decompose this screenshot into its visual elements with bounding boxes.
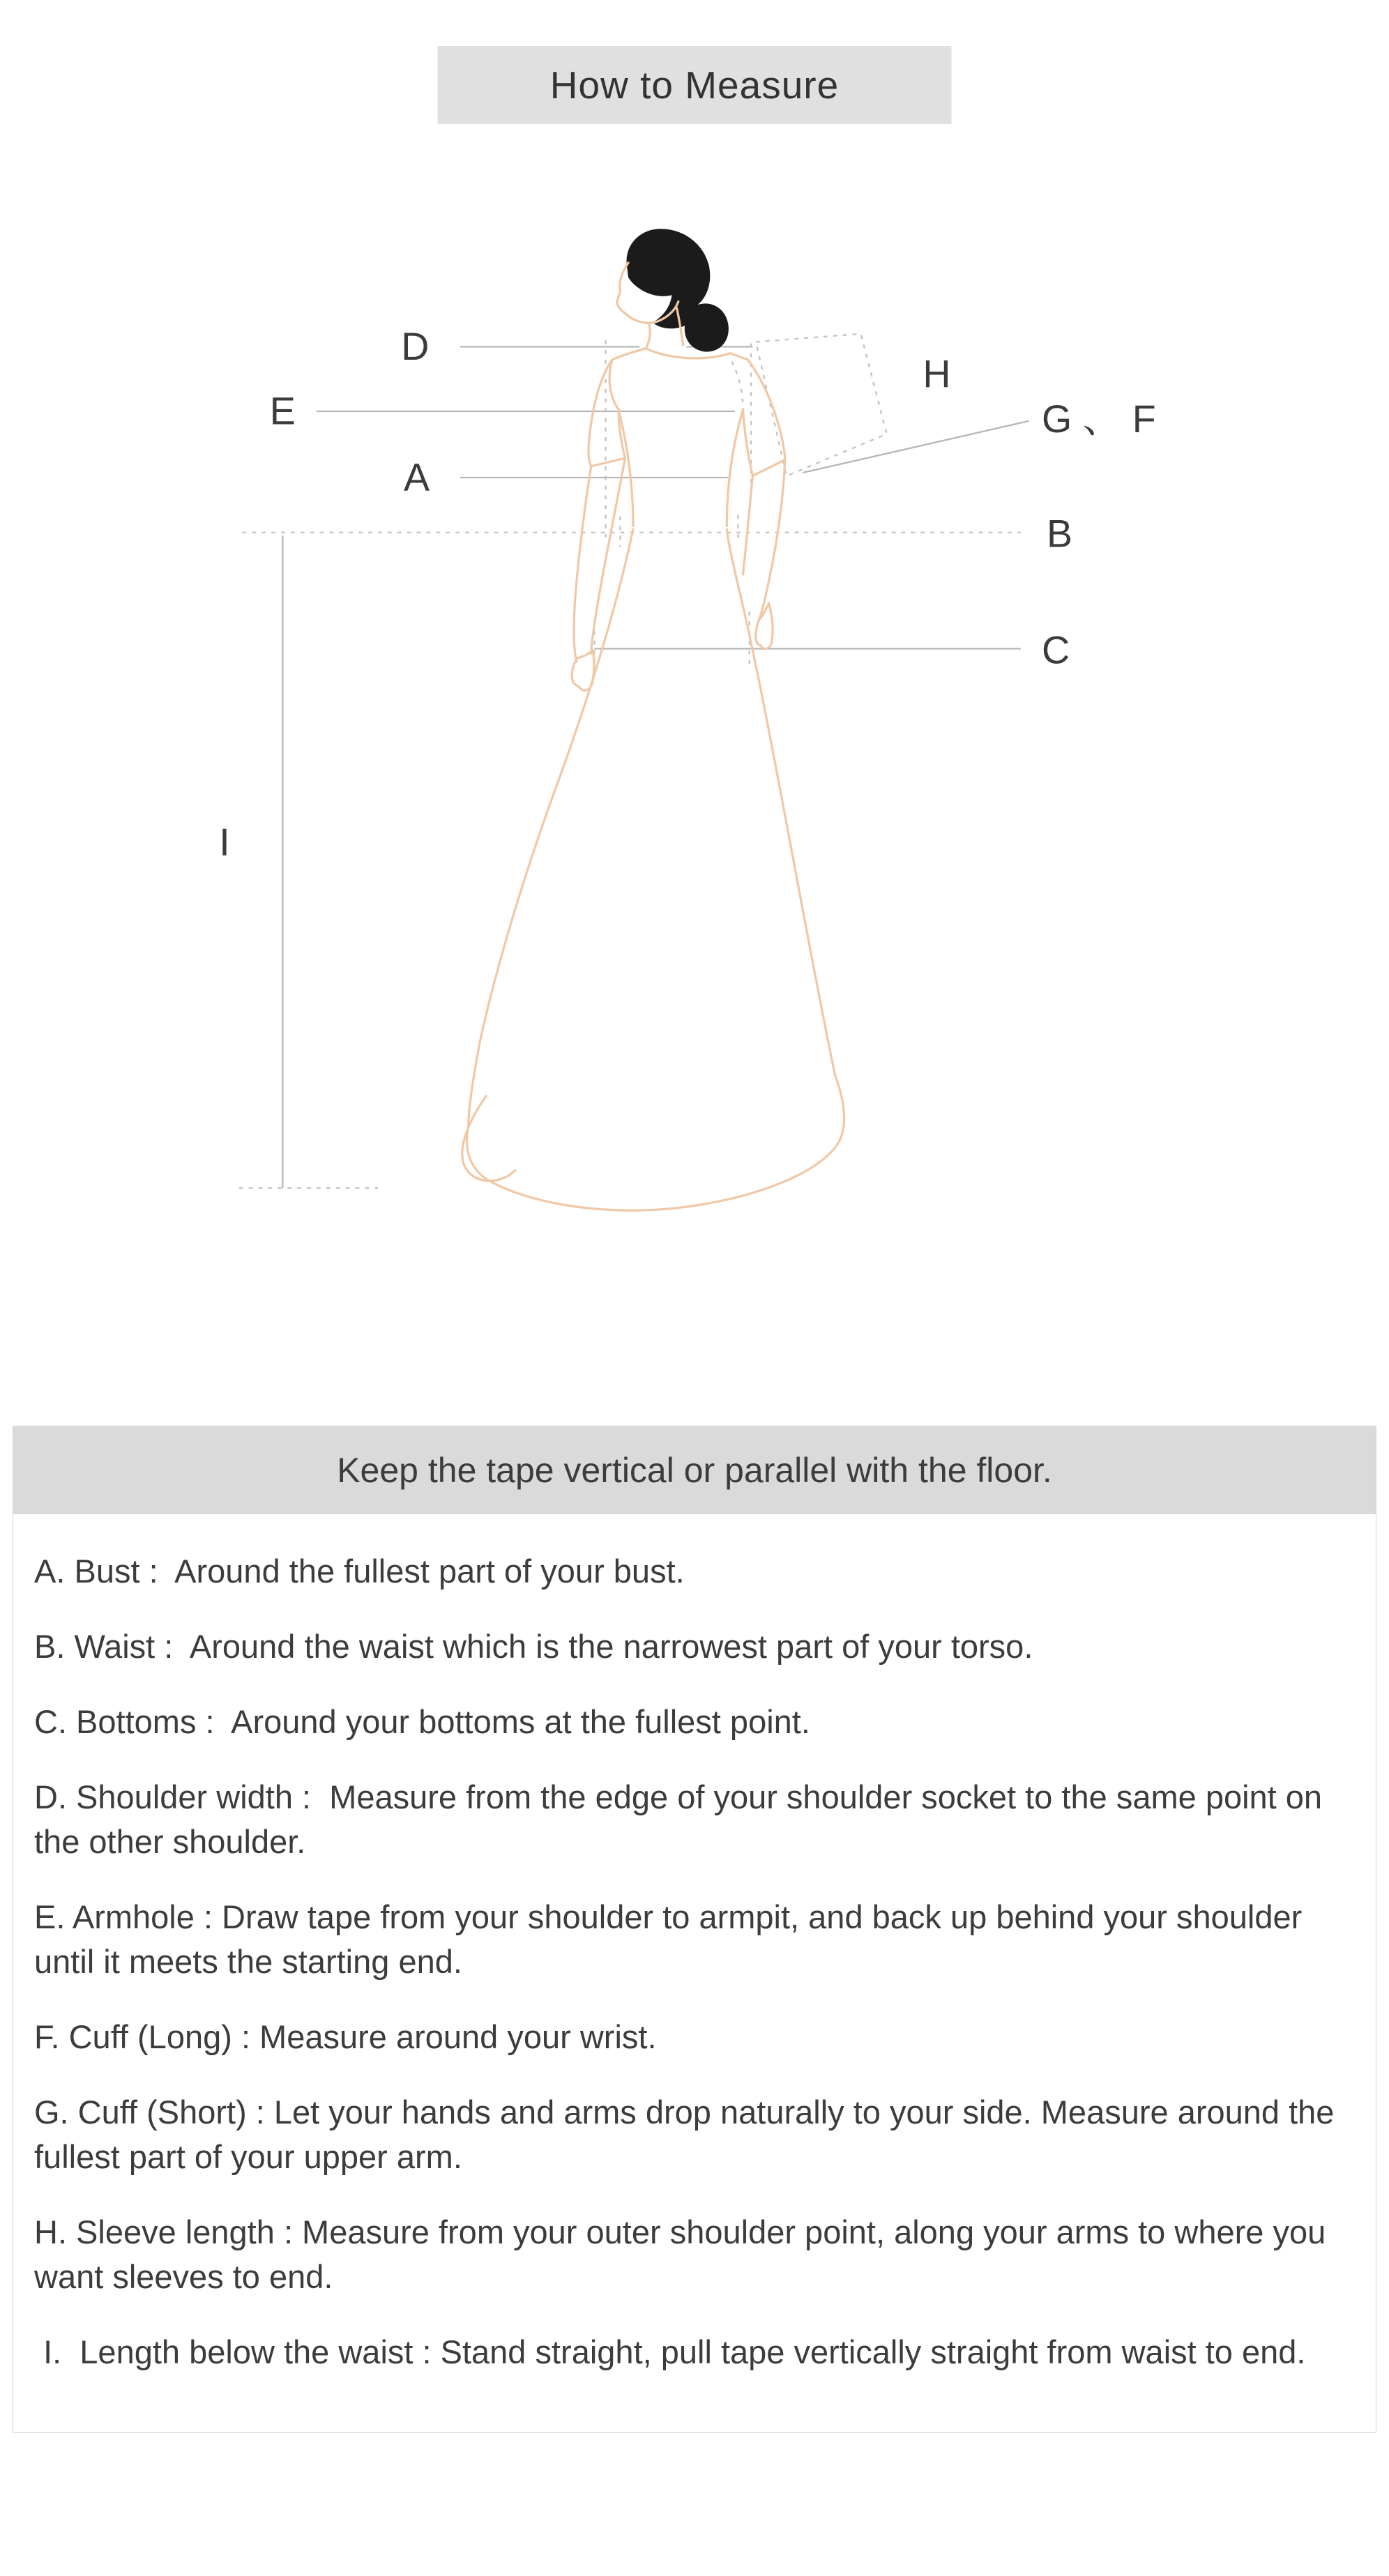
hair-shape (627, 229, 729, 351)
diagram-label-d: D (401, 324, 430, 368)
diagram-label-a: A (404, 455, 430, 499)
diagram-labels (219, 325, 1155, 864)
diagram-label-c: C (1042, 628, 1070, 672)
cuff-leader-line-gf (803, 421, 1029, 473)
left-arm-outline (574, 458, 625, 662)
right-hand-outline (756, 604, 773, 649)
guide-lines (282, 346, 1029, 1188)
measurement-item-cuff-short: G. Cuff (Short) : Let your hands and arms drop naturally to your side. Measure around the fullest part of your upper arm. (34, 2094, 1344, 2175)
measurement-item-bust: A. Bust : Around the fullest part of your bust. (34, 1553, 685, 1590)
measurement-item-shoulder-width: D. Shoulder width : Measure from the edge of your shoulder socket to the same point on the other shoulder. (34, 1778, 1332, 1860)
right-arm-outline (743, 460, 784, 620)
armhole-marker-right (731, 361, 743, 409)
measurement-item-armhole: E. Armhole : Draw tape from your shoulder to armpit, and back up behind your shoulder until it meets the starting end. (34, 1898, 1312, 1980)
bodice-outline (609, 360, 743, 526)
measurement-item-cuff-long: F. Cuff (Long) : Measure around your wrist. (34, 2018, 657, 2055)
measurement-list (13, 1514, 1376, 2375)
measurement-legend-panel (13, 1426, 1376, 2433)
woman-figure (462, 229, 844, 1210)
measurement-item-bottoms: C. Bottoms : Around your bottoms at the fullest point. (34, 1703, 810, 1740)
measurement-item-sleeve-length: H. Sleeve length : Measure from your outer shoulder point, along your arms to where you want sleeves to end. (34, 2213, 1335, 2295)
diagram-label-e: E (269, 389, 296, 433)
measurement-item-waist: B. Waist : Around the waist which is the narrowest part of your torso. (34, 1628, 1033, 1665)
figure-illustration (0, 164, 1389, 1230)
measurement-diagram (0, 164, 1389, 1230)
neckline-outline (612, 349, 748, 360)
page-title: How to Measure (438, 46, 952, 124)
diagram-label-h: H (923, 352, 951, 396)
skirt-outline (466, 529, 844, 1210)
sleeve-length-box-h (756, 334, 887, 476)
diagram-label-gf: G 、 F (1042, 397, 1156, 441)
diagram-label-i: I (219, 820, 230, 864)
tape-note: Keep the tape vertical or parallel with the floor. (13, 1426, 1376, 1514)
body-outline (462, 263, 844, 1210)
dotted-guide-lines (239, 334, 1021, 1188)
measurement-item-length-below-waist: I. Length below the waist : Stand straight, pull tape vertically straight from waist to end. (34, 2333, 1306, 2370)
diagram-label-b: B (1046, 512, 1073, 556)
